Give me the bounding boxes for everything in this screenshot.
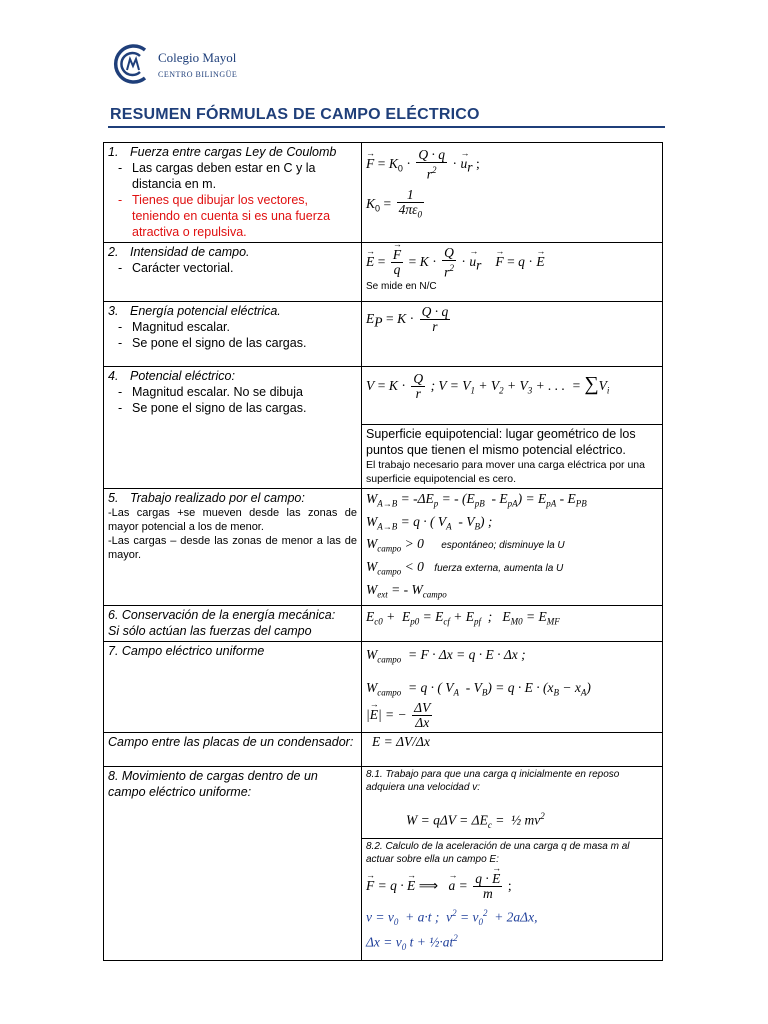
formula-work-positive: $W_{campo} > 0$ espontáneo; disminuye la U	[366, 536, 565, 555]
formula-uniform-work-potential: $W_{campo} = q$ · ( $V_A - V_B) = q \cdot E \cdot (x_B - x_A)$	[366, 680, 591, 698]
row-number: 2.	[108, 245, 119, 259]
bullet-warning: - Tienes que dibujar los vectores, teniendo en cuenta si es una fuerza atractiva o repulsiva.	[108, 192, 357, 240]
school-crest-icon	[113, 42, 153, 86]
work-positive-note: espontáneo; disminuye la U	[441, 540, 565, 552]
formula-uniform-field-magnitude: |→ E| = − $\frac{\Delta V}{\Delta x}$	[366, 701, 658, 730]
formula-work-external: $W_{ext}$ = - $W_{campo}$	[366, 581, 447, 600]
row-potential-formula	[362, 367, 663, 425]
bullet: - Se pone el signo de las cargas.	[108, 335, 357, 351]
row-capacitor-formula	[362, 732, 663, 766]
row-coulomb	[104, 143, 663, 243]
row-work-description	[104, 489, 362, 606]
equipotential-text: Superficie equipotencial: lugar geométrico de los puntos que tienen el mismo potencial eléctrico.	[366, 427, 636, 457]
row-number: 1.	[108, 145, 119, 159]
row-heading: 8. Movimiento de cargas dentro de un campo eléctrico uniforme:	[108, 768, 318, 799]
formula-coulomb-force: → $F = K_0$ · $\frac{Q \cdot q}{r^2}$ · → $u_r$ ;	[366, 148, 658, 182]
row-subheading: Si sólo actúan las fuerzas del campo	[108, 624, 312, 639]
row-number: 4.	[108, 369, 119, 383]
row-heading: Potencial eléctrico:	[130, 369, 235, 383]
row-heading: 7. Campo eléctrico uniforme	[108, 644, 265, 659]
bullet: - Magnitud escalar. No se dibuja	[108, 384, 357, 400]
formula-work-negative: $W_{campo} < 0$ fuerza externa, aumenta la U	[366, 559, 564, 577]
formula-field: → E = → $\frac{F}{q}$ = K · $\frac{Q}{r^2}$ · → $u_r$ → F = q · → E	[366, 246, 658, 280]
formula-coulomb-constant: $K_0$ = $\frac{1}{4\pi\varepsilon_0}$	[366, 186, 422, 220]
row-uniform-field	[104, 642, 663, 732]
row-electric-potential	[104, 367, 663, 425]
row-motion-acceleration	[362, 838, 663, 960]
row-heading: Fuerza entre cargas Ley de Coulomb	[130, 145, 337, 159]
row-field-intensity	[104, 243, 663, 302]
work-detail: -Las cargas +se mueven desde las zonas de mayor potencial a los de menor.	[108, 507, 357, 533]
row-work	[104, 489, 663, 606]
row-heading: Campo entre las placas de un condensador:	[108, 734, 354, 749]
bullet: - Magnitud escalar.	[108, 319, 357, 335]
row-conservation-formula	[362, 606, 663, 642]
equipotential-definition	[362, 425, 663, 489]
row-energy-conservation	[104, 606, 663, 642]
logo-subtitle: CENTRO BILINGÜE	[158, 70, 238, 79]
row-coulomb-formula	[362, 143, 663, 243]
row-capacitor-description	[104, 732, 362, 766]
row-capacitor	[104, 732, 663, 766]
row-motion-description	[104, 766, 362, 960]
formula-uniform-work-force: $W_{campo} = F \cdot \Delta x = q \cdot E \cdot \Delta x$ ;	[366, 647, 526, 666]
work-detail: -Las cargas – desde las zonas de menor a las de mayor.	[108, 535, 357, 561]
bullet: - Se pone el signo de las cargas.	[108, 400, 357, 416]
equipotential-work-text: El trabajo necesario para mover una carga eléctrica por una superficie equipotencial es cero.	[366, 459, 645, 485]
logo-name: Colegio Mayol	[158, 50, 237, 65]
row-energy-description	[104, 302, 362, 367]
row-potential-energy	[104, 302, 663, 367]
row-coulomb-description	[104, 143, 362, 243]
row-heading: Intensidad de campo.	[130, 245, 250, 259]
row-energy-formula	[362, 302, 663, 367]
row-charge-motion	[104, 766, 663, 838]
row-field-formula	[362, 243, 663, 302]
formula-work-energy: $W_{A\to B} = -\Delta E_p$ = - $(E_{pB} - E_{pA}) = E_{pA} - E_{PB}$	[366, 491, 587, 509]
page-title: RESUMEN FÓRMULAS DE CAMPO ELÉCTRICO	[110, 106, 480, 123]
work-negative-note: fuerza externa, aumenta la U	[434, 563, 564, 575]
row-uniform-formula	[362, 642, 663, 732]
formula-work-potential: $W_{A\to B} = q$ · ( $V_A - V_B$) ;	[366, 513, 493, 532]
row-number: 3.	[108, 304, 119, 318]
school-logo	[113, 42, 273, 88]
row-heading: Energía potencial eléctrica.	[130, 304, 281, 318]
formula-kinematics-position: $\Delta x = v_0$ $t + \frac{1}{2}\cdot at^2$	[366, 933, 458, 953]
formula-acceleration: → F = q · → E ⟹ → a = $\frac{q \cdot \to E}{m}$ ;	[366, 872, 658, 901]
formula-energy-conservation: $E_{c0} + E_{p0} = E_{cf} + E_{pf}$ ; $E_{M0} = E_{MF}$	[366, 609, 560, 628]
formula-capacitor-field: E = ΔV/Δx	[372, 733, 430, 749]
row-motion-work	[362, 766, 663, 838]
bullet: - Las cargas deben estar en C y la distancia en m.	[108, 160, 357, 192]
row-field-description	[104, 243, 362, 302]
formula-kinematics-velocity: $v = v_0 + a\cdot t$ ; $v^2 = v_0^2 + 2a\Delta x$,	[366, 907, 538, 927]
formula-potential: V = K · $\frac{Q}{r}$ ; $V = V_1 + V_2 + V_3$ + . . . = $\sum V_i$	[366, 371, 610, 401]
unit-note: Se mide en N/C	[366, 280, 437, 292]
bullet: - Carácter vectorial.	[108, 260, 357, 276]
formula-table	[103, 142, 663, 961]
motion-acceleration-text: 8.2. Calculo de la aceleración de una carga q de masa m al actuar sobre ella un campo E:	[366, 840, 630, 865]
formula-motion-work: $W = q\Delta V = \Delta E_c$ = ½ $mv^2$	[406, 810, 545, 830]
row-number: 5.	[108, 491, 119, 505]
motion-work-text: 8.1. Trabajo para que una carga q inicialmente en reposo adquiera una velocidad v:	[366, 768, 620, 793]
row-uniform-description	[104, 642, 362, 732]
row-heading: 6. Conservación de la energía mecánica:	[108, 608, 336, 623]
formula-potential-energy: $E_P = K$ · $\frac{Q \cdot q}{r}$	[366, 304, 449, 334]
row-conservation-description	[104, 606, 362, 642]
row-work-formula	[362, 489, 663, 606]
title-divider	[108, 126, 665, 128]
row-potential-description	[104, 367, 362, 489]
row-heading: Trabajo realizado por el campo:	[130, 491, 305, 505]
